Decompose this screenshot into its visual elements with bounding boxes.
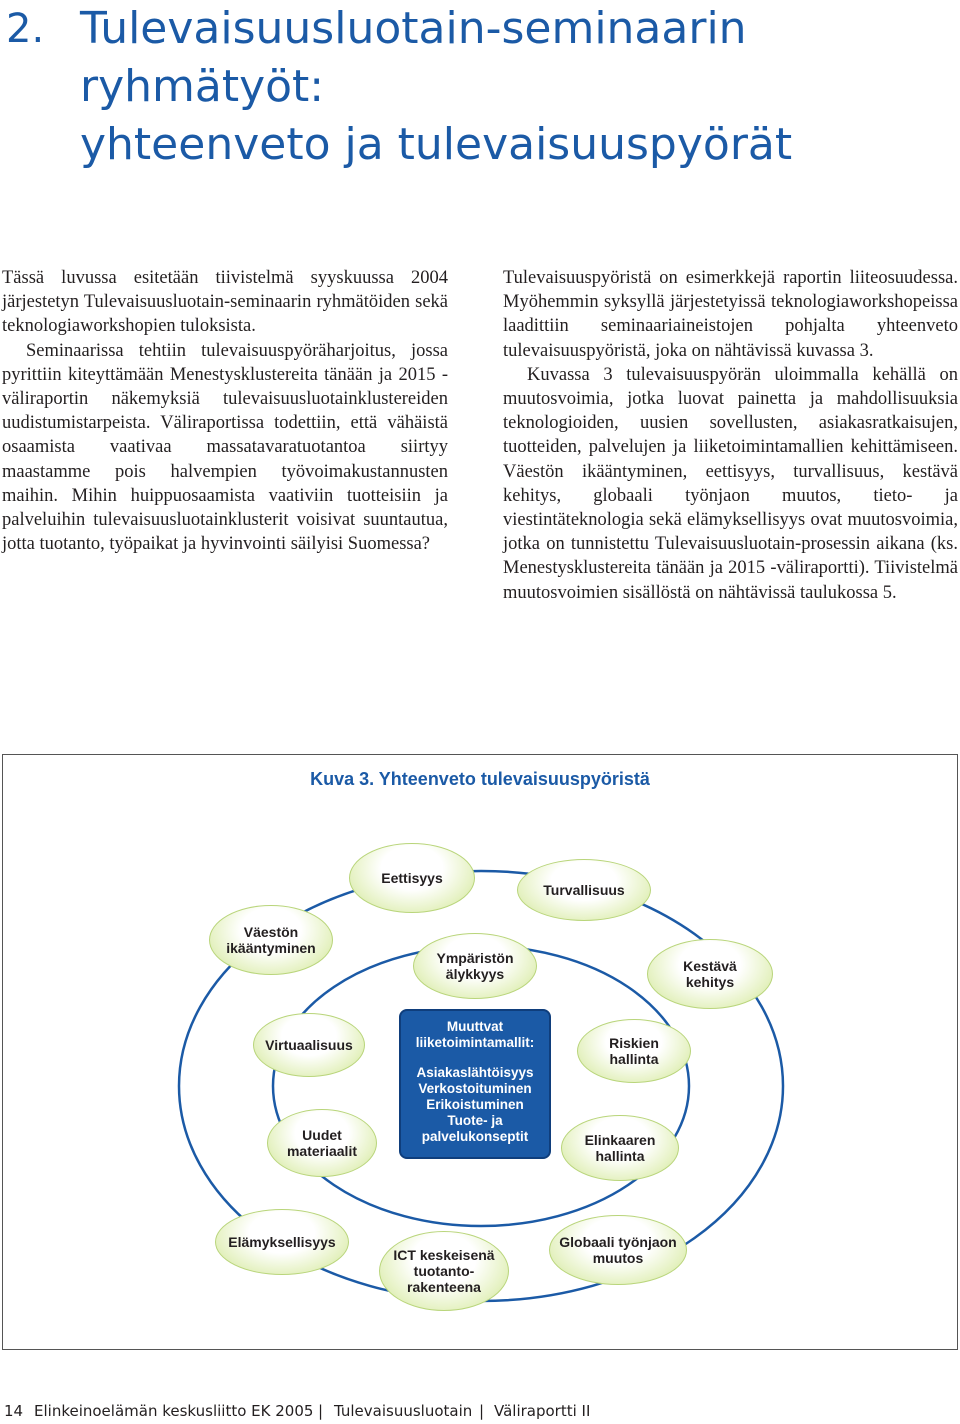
footer-report: Väliraportti II — [494, 1402, 591, 1420]
bubble-globaali-tyonjaon-muutos: Globaali työnjaon muutos — [549, 1215, 687, 1285]
business-model-item: Verkostoituminen — [418, 1081, 532, 1096]
bubble-virtuaalisuus: Virtuaalisuus — [253, 1013, 365, 1077]
business-model-item: Tuote- ja — [447, 1113, 503, 1128]
bubble-uudet-materiaalit: Uudet materiaalit — [267, 1109, 377, 1177]
business-model-item: Erikoistuminen — [426, 1097, 524, 1112]
footer-publisher: Elinkeinoelämän keskusliitto EK 2005 — [34, 1402, 314, 1420]
bubble-ict-tuotantorakenteena: ICT keskeisenä tuotanto- rakenteena — [379, 1231, 509, 1311]
business-model-item: Asiakaslähtöisyys — [416, 1065, 534, 1080]
section-title-line-1: Tulevaisuusluotain-seminaarin — [80, 3, 747, 54]
business-models-heading: Muuttvat — [446, 1019, 504, 1034]
business-models-box — [399, 1009, 551, 1159]
section-number: 2. — [6, 6, 45, 52]
business-models-heading: liiketoimintamallit: — [415, 1035, 535, 1050]
paragraph-figure-description: Kuvassa 3 tulevaisuuspyörän uloimmalla kehällä on muutosvoimia, jotka luovat painetta ja mahdollisuuksia teknologioiden, uusien sovellusten, asiakasratkaisujen, tuotteiden, palvelujen ja liiketoimintamallien kehittämiseen. Väestön ikääntyminen, eettisyys, turvallisuus, kestävä kehitys, globaali työnjaon muutos, tieto- ja viestintäteknologia sekä elämyksellisyys ovat muutosvoimia, jotka on tunnistettu Tulevaisuusluotain-prosessin aikana (ks. Menestysklustereita tänään ja 2015 -väliraportti). Tiivistelmä muutosvoimien sisällöstä on nähtävissä taulukossa 5. — [503, 364, 958, 603]
left-column — [2, 266, 448, 556]
bubble-eettisyys: Eettisyys — [349, 843, 475, 913]
page-number: 14 — [4, 1402, 24, 1420]
bubble-riskien-hallinta: Riskien hallinta — [577, 1019, 691, 1083]
footer-title: Tulevaisuusluotain — [334, 1402, 473, 1420]
bubble-ympariston-alykkyys: Ympäristön älykkyys — [413, 933, 537, 999]
bubble-vaeston-ikaantyminen: Väestön ikääntyminen — [209, 905, 333, 975]
paragraph-examples: Tulevaisuuspyöristä on esimerkkejä raportin liiteosuudessa. Myöhemmin syksyllä järjestetyissä teknologiaworkshopeissa laadittiin seminaariaineistojen pohjalta yhteenveto tulevaisuuspyöristä, joka on nähtävissä kuvassa 3. — [503, 268, 958, 361]
bubble-kestava-kehitys: Kestävä kehitys — [647, 939, 773, 1009]
bubble-turvallisuus: Turvallisuus — [517, 859, 651, 921]
footer-separator: | — [318, 1402, 324, 1420]
section-title — [80, 0, 792, 174]
section-title-line-2: ryhmätyöt: — [80, 61, 325, 112]
figure-future-wheel — [2, 754, 958, 1350]
business-model-item: palvelukonseptit — [421, 1129, 529, 1144]
paragraph-seminar: Seminaarissa tehtiin tulevaisuuspyöräharjoitus, jossa pyrittiin kiteyttämään Menestysklustereita tänään ja 2015 -väliraportin näkemyksiä tulevaisuusluotainklustereiden uudistumistarpeista. Väliraportissa todettiin, että vähäistä osaamista vaativaa massatavaratuotantoa siirtyy maastamme pois halvempien työvoimakustannusten maihin. Mihin huippuosaamista vaativiin tuotteisiin ja palveluihin tulevaisuusluotainklusterit voisivat suuntautua, jotta tuotanto, työpaikat ja hyvinvointi säilyisi Suomessa? — [2, 340, 448, 555]
figure-title: Kuva 3. Yhteenveto tulevaisuuspyöristä — [310, 769, 650, 789]
bubble-elamyksellisyys: Elämyksellisyys — [215, 1209, 349, 1275]
section-title-line-3: yhteenveto ja tulevaisuuspyörät — [80, 119, 793, 170]
bubble-elinkaaren-hallinta: Elinkaaren hallinta — [561, 1115, 679, 1181]
footer-separator: | — [479, 1402, 485, 1420]
right-column — [503, 266, 958, 605]
paragraph-intro: Tässä luvussa esitetään tiivistelmä syyskuussa 2004 järjestetyn Tulevaisuusluotain-seminaarin ryhmätöiden sekä teknologiaworkshopien tuloksista. — [2, 268, 448, 337]
